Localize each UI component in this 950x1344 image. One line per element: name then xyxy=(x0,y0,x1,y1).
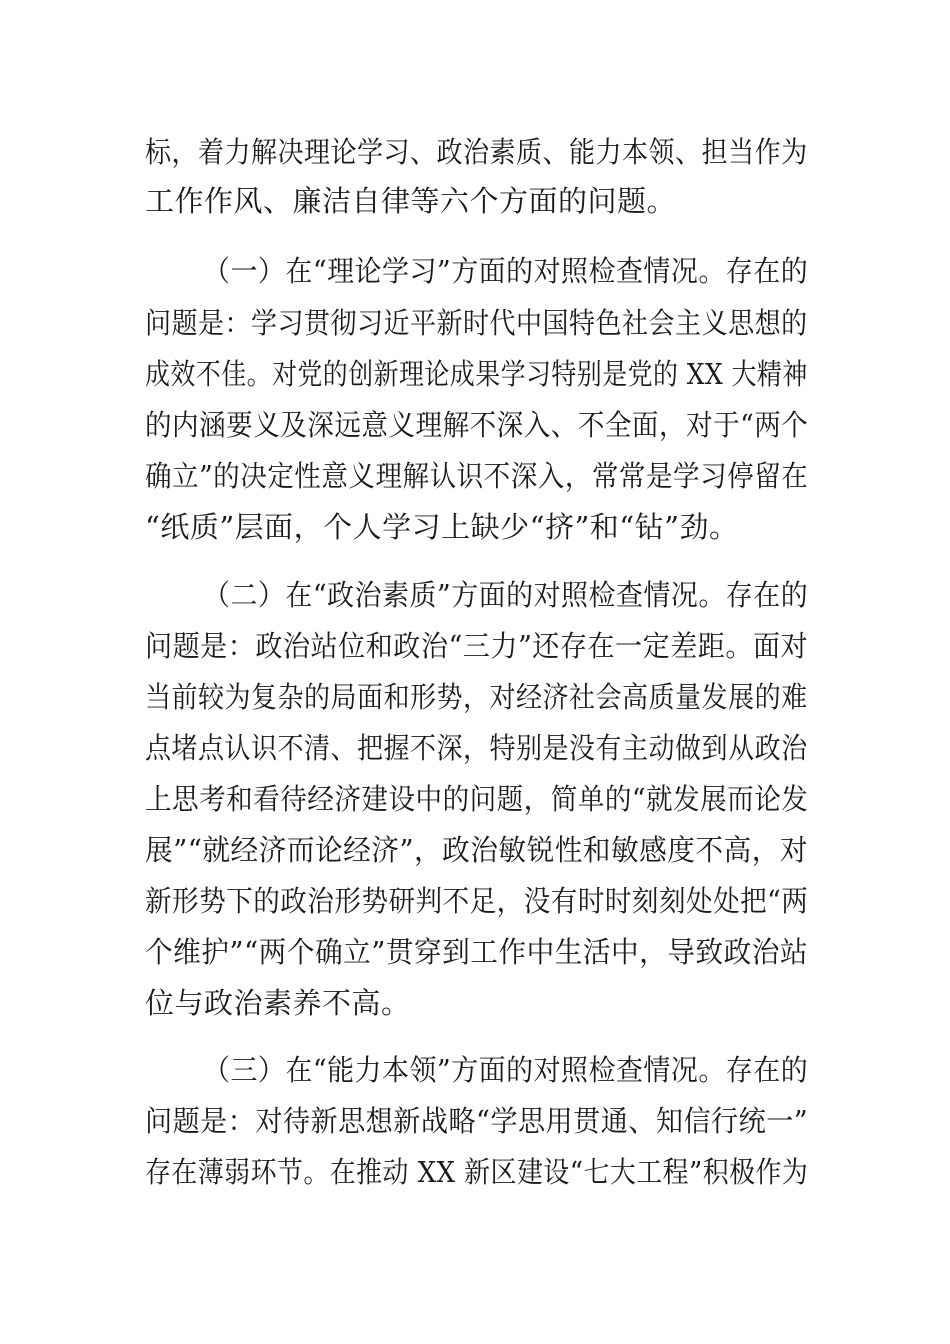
paragraph-heading-1: （一）在“理论学习”方面的对照检查情况。存在的 xyxy=(203,254,809,288)
text-line: 的内涵要义及深远意义理解不深入、不全面，对于“两个 xyxy=(145,408,809,442)
text-line: 标，着力解决理论学习、政治素质、能力本领、担当作为 xyxy=(145,135,808,169)
text-line: 确立”的决定性意义理解认识不深入，常常是学习停留在 xyxy=(145,459,809,493)
text-line: 新形势下的政治形势研判不足，没有时时刻刻处处把“两 xyxy=(145,884,809,918)
paragraph-heading-2: （二）在“政治素质”方面的对照检查情况。存在的 xyxy=(203,578,809,612)
text-line: 问题是：政治站位和政治“三力”还存在一定差距。面对 xyxy=(145,629,809,663)
text-line: 位与政治素养不高。 xyxy=(145,986,411,1020)
paragraph-heading-3: （三）在“能力本领”方面的对照检查情况。存在的 xyxy=(203,1053,809,1087)
text-line: 点堵点认识不清、把握不深，特别是没有主动做到从政治 xyxy=(145,731,808,765)
text-line: 展”“就经济而论经济”，政治敏锐性和敏感度不高，对 xyxy=(145,833,809,867)
text-line: 存在薄弱环节。在推动 XX 新区建设“七大工程”积极作为 xyxy=(145,1155,809,1189)
text-line: 问题是：学习贯彻习近平新时代中国特色社会主义思想的 xyxy=(145,306,808,340)
text-line: 当前较为复杂的局面和形势，对经济社会高质量发展的难 xyxy=(145,680,808,714)
text-line: 问题是：对待新思想新战略“学思用贯通、知信行统一” xyxy=(145,1104,809,1138)
text-line: 上思考和看待经济建设中的问题，简单的“就发展而论发 xyxy=(145,782,809,816)
text-line: 成效不佳。对党的创新理论成果学习特别是党的 XX 大精神 xyxy=(145,357,808,391)
text-line: 个维护”“两个确立”贯穿到工作中生活中，导致政治站 xyxy=(145,935,809,969)
text-line: 工作作风、廉洁自律等六个方面的问题。 xyxy=(145,184,677,218)
text-line: “纸质”层面，个人学习上缺少“挤”和“钻”劲。 xyxy=(145,510,739,544)
